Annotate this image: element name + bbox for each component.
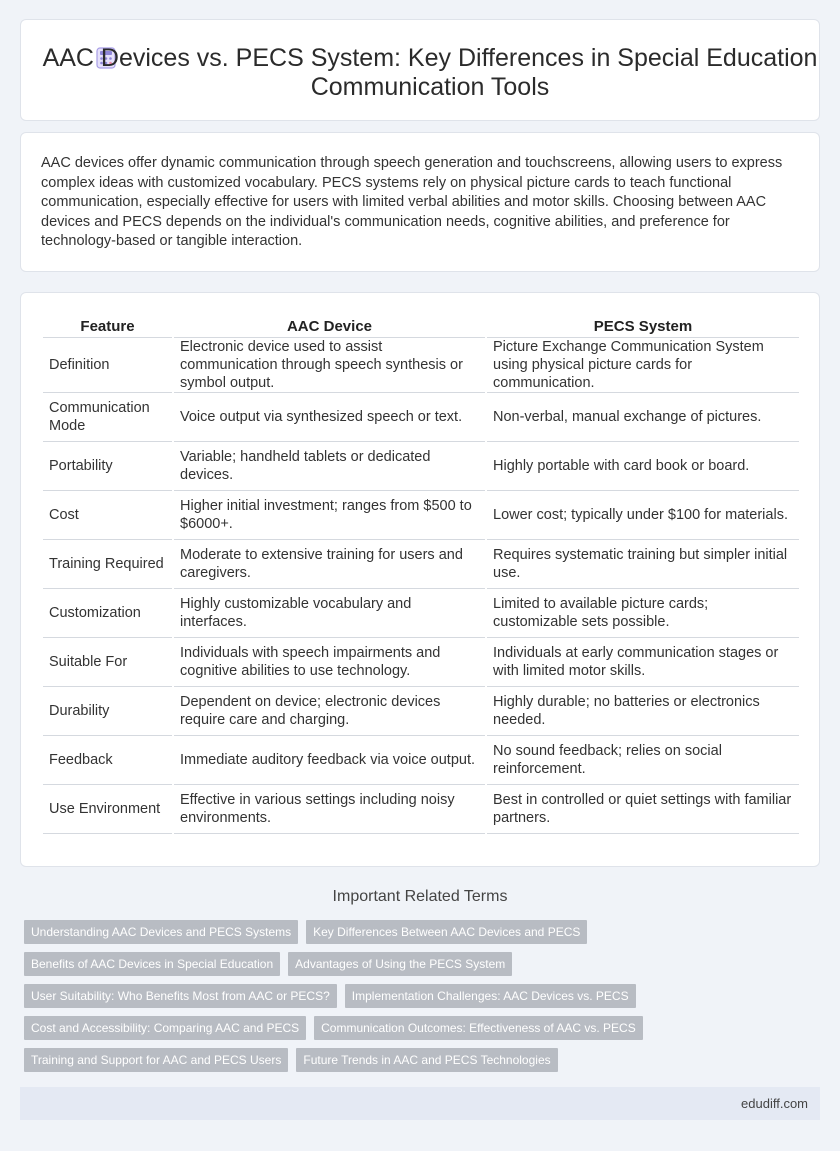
- table-row: [43, 637, 799, 686]
- related-term-tag[interactable]: Training and Support for AAC and PECS Users: [24, 1048, 288, 1072]
- pecs-cell: Highly durable; no batteries or electronics needed.: [486, 686, 799, 735]
- aac-cell: Individuals with speech impairments and cognitive abilities to use technology.: [173, 637, 486, 686]
- feature-cell: Portability: [43, 441, 173, 490]
- pecs-cell: Individuals at early communication stages or with limited motor skills.: [486, 637, 799, 686]
- intro-paragraph: AAC devices offer dynamic communication through speech generation and touchscreens, allowing users to express complex ideas with customized vocabulary. PECS systems rely on physical picture cards to teach functional communication, especially effective for users with limited verbal abilities and motor skills. Choosing between AAC devices and PECS depends on the individual's communication needs, cognitive abilities, and preference for technology-based or tangible interaction.: [41, 155, 783, 250]
- related-term-tag[interactable]: Cost and Accessibility: Comparing AAC and PECS: [24, 1016, 306, 1040]
- feature-cell: Definition: [43, 337, 173, 392]
- comparison-table-card: [20, 292, 820, 867]
- table-row: [43, 392, 799, 441]
- feature-cell: Use Environment: [43, 784, 173, 833]
- related-term-tag[interactable]: Future Trends in AAC and PECS Technologies: [296, 1048, 557, 1072]
- aac-cell: Highly customizable vocabulary and interfaces.: [173, 588, 486, 637]
- feature-cell: Cost: [43, 490, 173, 539]
- feature-cell: Durability: [43, 686, 173, 735]
- table-row: [43, 539, 799, 588]
- aac-cell: Electronic device used to assist communication through speech synthesis or symbol output.: [173, 337, 486, 392]
- table-row: [43, 441, 799, 490]
- table-row: [43, 337, 799, 392]
- pecs-cell: Limited to available picture cards; customizable sets possible.: [486, 588, 799, 637]
- pecs-cell: Picture Exchange Communication System using physical picture cards for communication.: [486, 337, 799, 392]
- feature-cell: Communication Mode: [43, 392, 173, 441]
- intro-card: [20, 132, 820, 272]
- table-row: [43, 735, 799, 784]
- related-term-tag[interactable]: Understanding AAC Devices and PECS Systems: [24, 920, 298, 944]
- aac-cell: Voice output via synthesized speech or text.: [173, 392, 486, 441]
- aac-cell: Moderate to extensive training for users and caregivers.: [173, 539, 486, 588]
- pecs-cell: Requires systematic training but simpler initial use.: [486, 539, 799, 588]
- footer: [20, 1087, 820, 1120]
- aac-cell: Immediate auditory feedback via voice output.: [173, 735, 486, 784]
- related-term-tag[interactable]: Benefits of AAC Devices in Special Education: [24, 952, 280, 976]
- title-card: [20, 19, 820, 121]
- pecs-cell: Highly portable with card book or board.: [486, 441, 799, 490]
- comparison-table: [43, 315, 799, 834]
- aac-cell: Higher initial investment; ranges from $500 to $6000+.: [173, 490, 486, 539]
- feature-cell: Feedback: [43, 735, 173, 784]
- related-term-tag[interactable]: Key Differences Between AAC Devices and PECS: [306, 920, 587, 944]
- table-header-row: [43, 315, 799, 337]
- related-term-tag[interactable]: User Suitability: Who Benefits Most from AAC or PECS?: [24, 984, 337, 1008]
- pecs-cell: No sound feedback; relies on social reinforcement.: [486, 735, 799, 784]
- table-row: [43, 784, 799, 833]
- related-terms-list: [24, 920, 644, 1080]
- related-term-tag[interactable]: Implementation Challenges: AAC Devices vs. PECS: [345, 984, 636, 1008]
- header-feature: Feature: [43, 315, 173, 337]
- pecs-cell: Lower cost; typically under $100 for materials.: [486, 490, 799, 539]
- table-row: [43, 686, 799, 735]
- related-term-tag[interactable]: Communication Outcomes: Effectiveness of AAC vs. PECS: [314, 1016, 643, 1040]
- header-pecs-system: PECS System: [486, 315, 799, 337]
- pecs-cell: Non-verbal, manual exchange of pictures.: [486, 392, 799, 441]
- aac-cell: Variable; handheld tablets or dedicated devices.: [173, 441, 486, 490]
- page-title: AAC Devices vs. PECS System: Key Differences in Special Education Communication Tools: [42, 44, 818, 101]
- feature-cell: Training Required: [43, 539, 173, 588]
- footer-site-link[interactable]: edudiff.com: [741, 1096, 808, 1111]
- aac-cell: Effective in various settings including noisy environments.: [173, 784, 486, 833]
- table-row: [43, 588, 799, 637]
- related-terms-heading: Important Related Terms: [332, 888, 508, 905]
- feature-cell: Customization: [43, 588, 173, 637]
- table-row: [43, 490, 799, 539]
- header-aac-device: AAC Device: [173, 315, 486, 337]
- pecs-cell: Best in controlled or quiet settings with familiar partners.: [486, 784, 799, 833]
- related-term-tag[interactable]: Advantages of Using the PECS System: [288, 952, 512, 976]
- feature-cell: Suitable For: [43, 637, 173, 686]
- aac-cell: Dependent on device; electronic devices require care and charging.: [173, 686, 486, 735]
